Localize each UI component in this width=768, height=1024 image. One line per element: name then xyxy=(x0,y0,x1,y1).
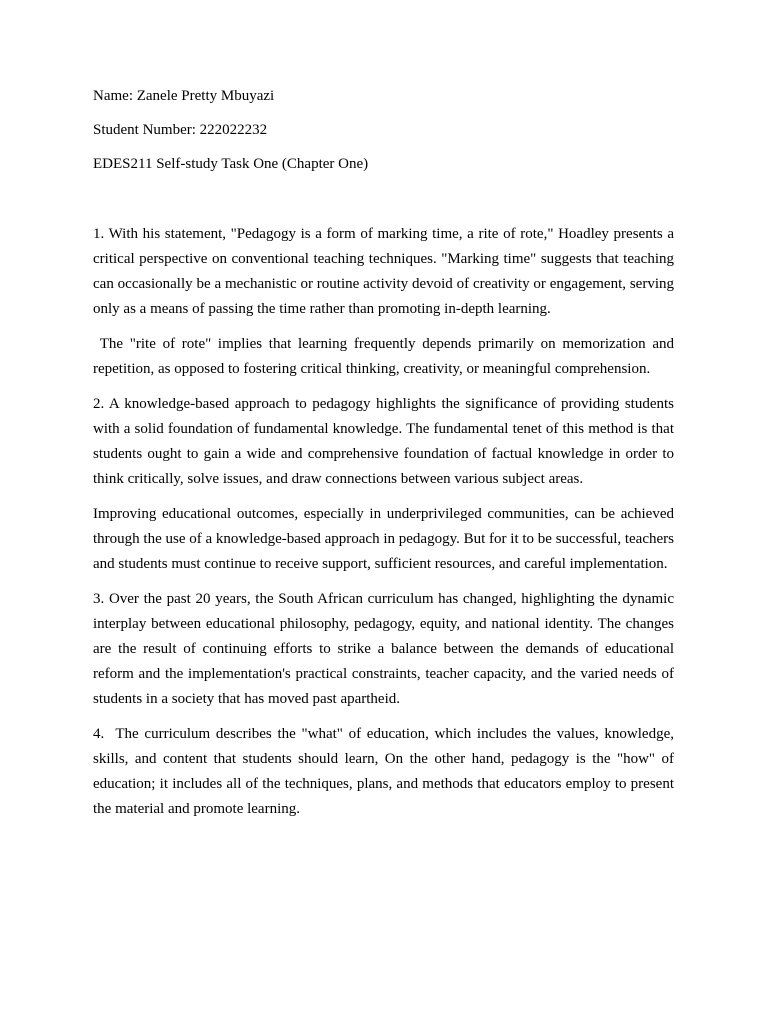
paragraph-5: 3. Over the past 20 years, the South African curriculum has changed, highlighting the dynamic interplay between educational philosophy, pedagogy, equity, and national identity. The changes are the result of continuing efforts to strike a balance between the demands of educational reform and the implementation's practical constraints, teacher capacity, and the varied needs of students in a society that has moved past apartheid. xyxy=(93,591,678,707)
student-name-line: Name: Zanele Pretty Mbuyazi xyxy=(93,88,275,104)
paragraph-2: The "rite of rote" implies that learning frequently depends primarily on memorization and repetition, as opposed to fostering critical thinking, creativity, or meaningful comprehension. xyxy=(93,336,678,377)
paragraph-3: 2. A knowledge-based approach to pedagogy highlights the significance of providing students with a solid foundation of fundamental knowledge. The fundamental tenet of this method is that students ought to gain a wide and comprehensive foundation of factual knowledge in order to think critically, solve issues, and draw connections between various subject areas. xyxy=(93,396,678,487)
paragraph-1: 1. With his statement, "Pedagogy is a form of marking time, a rite of rote," Hoadley presents a critical perspective on conventional teaching techniques. "Marking time" suggests that teaching can occasionally be a mechanistic or routine activity devoid of creativity or engagement, serving only as a means of passing the time rather than promoting in-depth learning. xyxy=(93,226,678,317)
paragraph-6: 4. The curriculum describes the "what" of education, which includes the values, knowledge, skills, and content that students should learn, On the other hand, pedagogy is the "how" of education; it includes all of the techniques, plans, and methods that educators employ to present the material and promote learning. xyxy=(93,726,678,817)
student-number-line: Student Number: 222022232 xyxy=(93,122,268,138)
document-page xyxy=(93,85,678,832)
paragraph-4: Improving educational outcomes, especially in underprivileged communities, can be achieved through the use of a knowledge-based approach in pedagogy. But for it to be successful, teachers and students must continue to receive support, sufficient resources, and careful implementation. xyxy=(93,506,678,572)
task-title-line: EDES211 Self-study Task One (Chapter One) xyxy=(93,156,369,172)
